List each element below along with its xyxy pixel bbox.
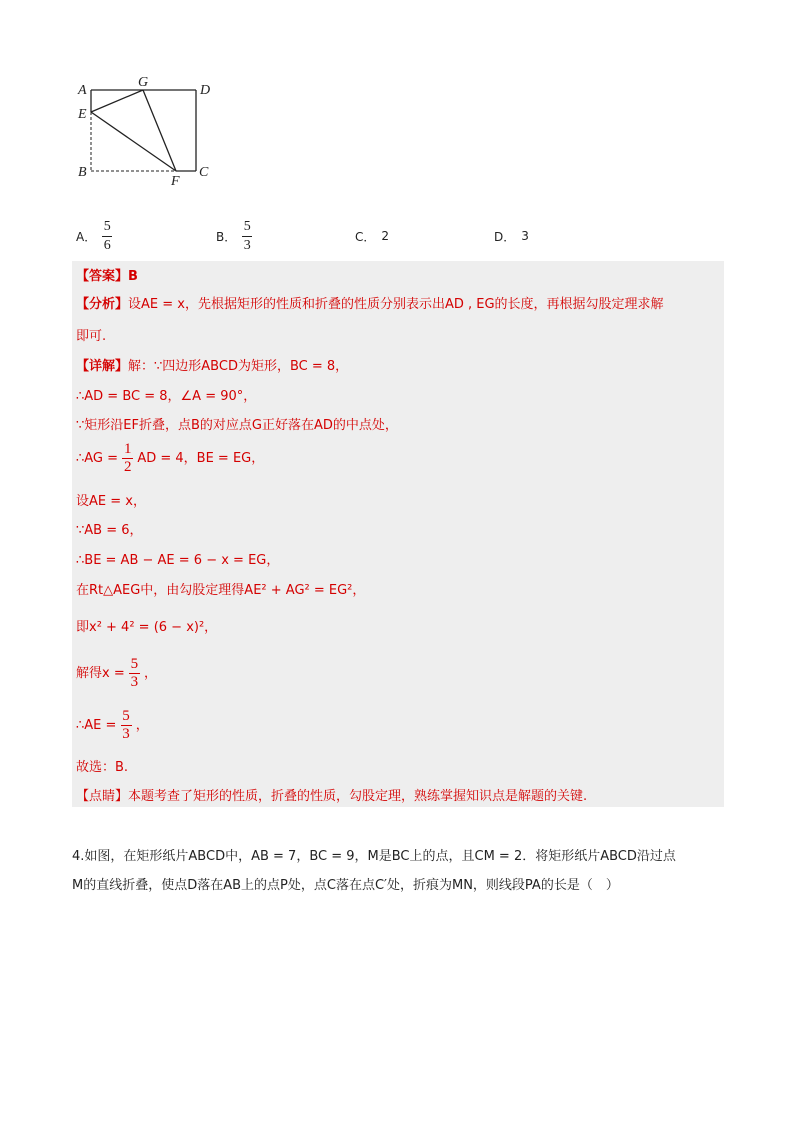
detail-step-2: ∴AD = BC = 8，∠A = 90°， <box>76 389 257 404</box>
solution-panel <box>72 261 724 807</box>
label-e: E <box>78 107 87 122</box>
geometry-figure <box>72 72 222 192</box>
label-b: B <box>78 165 87 180</box>
conclusion-line: 故选：B. <box>76 760 129 775</box>
detail-step-5: 设AE = x， <box>76 494 146 509</box>
question-4-line-2: M的直线折叠，使点D落在AB上的点P处，点C落在点C′处，折痕为MN，则线段PA的长是（ ） <box>72 878 619 893</box>
detail-step-9: 即x² + 4² = (6 − x)²， <box>76 620 218 635</box>
question-4 <box>72 842 732 900</box>
label-f: F <box>171 174 180 189</box>
analysis-line: 【分析】设AE = x，先根据矩形的性质和折叠的性质分别表示出AD , EG的长度，再根据勾股定理求解 <box>76 297 664 312</box>
option-a-fraction: $\frac{5}{6}$ <box>103 218 111 253</box>
option-d: D． 3 <box>494 229 529 244</box>
detail-step-3: ∵矩形沿EF折叠，点B的对应点G正好落在AD的中点处， <box>76 418 398 433</box>
question-4-line-1: 4.如图，在矩形纸片ABCD中，AB = 7，BC = 9，M是BC上的点，且CM = 2．将矩形纸片ABCD沿过点 <box>72 849 676 864</box>
option-b-fraction: $\frac{5}{3}$ <box>243 218 251 253</box>
answer-options <box>0 214 800 258</box>
half-fraction: $\frac{1}{2}$ <box>123 441 132 475</box>
label-d: D <box>200 83 211 98</box>
answer-line: 【答案】B <box>76 269 138 284</box>
label-c: C <box>199 165 209 180</box>
analysis-line-2: 即可. <box>76 329 107 344</box>
detail-step-7: ∴BE = AB − AE = 6 − x = EG， <box>76 553 280 568</box>
detail-step-4: ∴AG = $\frac{1}{2}$ AD = 4，BE = EG， <box>76 441 265 475</box>
option-b: B． $\frac{5}{3}$ <box>216 218 251 253</box>
option-c: C． 2 <box>355 229 390 244</box>
ae-value-fraction: $\frac{5}{3}$ <box>122 708 130 742</box>
detail-step-11: ∴AE = $\frac{5}{3}$ ， <box>76 708 149 742</box>
detail-step-1: 【详解】解：∵四边形ABCD为矩形，BC = 8， <box>76 359 349 374</box>
detail-step-6: ∵AB = 6， <box>76 523 143 538</box>
rectangle-fold-diagram <box>72 72 222 192</box>
comment-line: 【点睛】本题考查了矩形的性质，折叠的性质，勾股定理，熟练掌握知识点是解题的关键. <box>76 789 588 804</box>
detail-step-8: 在Rt△AEG中，由勾股定理得AE² + AG² = EG²， <box>76 583 366 598</box>
detail-step-10: 解得x = $\frac{5}{3}$ ， <box>76 656 158 690</box>
x-value-fraction: $\frac{5}{3}$ <box>130 656 139 690</box>
option-a: A． $\frac{5}{6}$ <box>76 218 111 253</box>
label-a: A <box>78 83 87 98</box>
label-g: G <box>138 75 149 90</box>
